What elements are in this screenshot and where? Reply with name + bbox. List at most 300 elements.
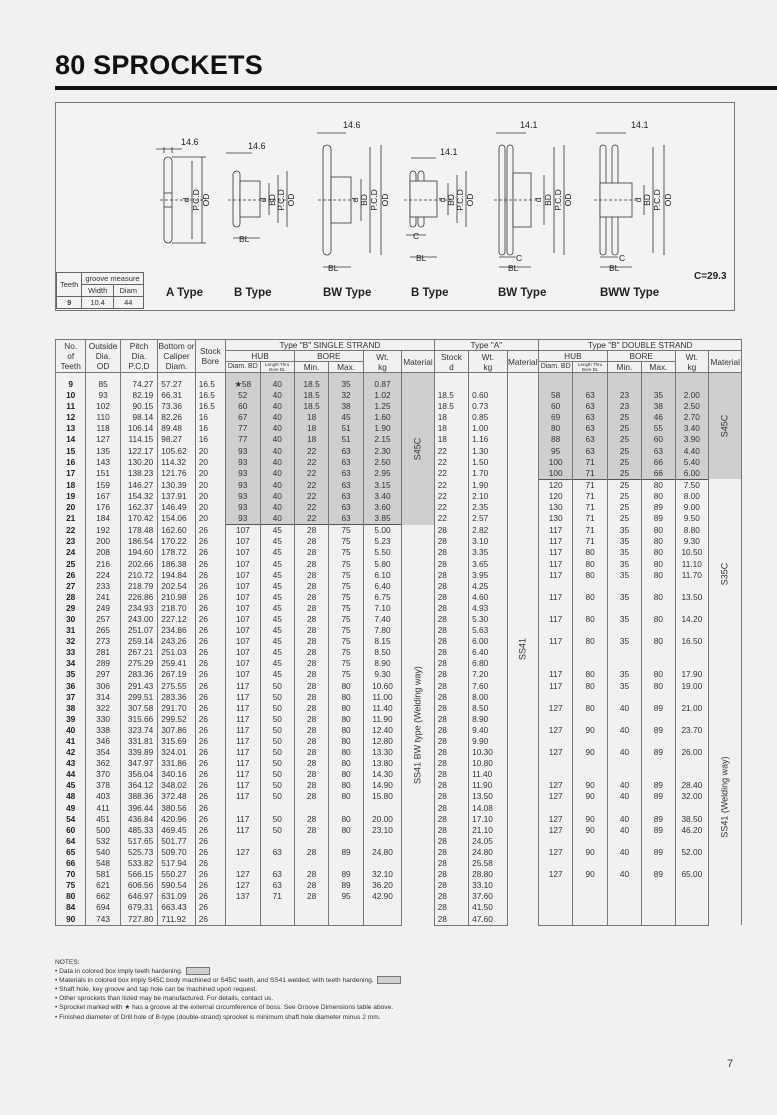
cell-double-bl	[573, 658, 607, 669]
cell-a-wt: 1.90	[469, 479, 507, 491]
cell-double-bd: 130	[538, 513, 572, 525]
cell-double-bl: 71	[573, 468, 607, 480]
cell-single-bd: 137	[226, 891, 260, 902]
cell-a-wt: 3.35	[469, 547, 507, 558]
cell-double-max	[642, 902, 675, 913]
header-double-length-bl: Length Thru Bore BL	[573, 362, 607, 373]
cell-double-bl: 71	[573, 536, 607, 547]
cell-double-max: 80	[642, 636, 675, 647]
header-single-material: Material	[402, 351, 434, 373]
cell-single-bd: 117	[226, 825, 260, 836]
cell-double-max: 80	[642, 491, 675, 502]
cell-single-wt: 8.15	[363, 636, 401, 647]
cell-double-bl: 71	[573, 457, 607, 468]
double-material-hardened	[709, 373, 742, 480]
cell-single-wt: 6.10	[363, 570, 401, 581]
hardened-swatch	[186, 967, 210, 975]
cell-double-wt: 10.50	[675, 547, 708, 558]
cell-double-bl: 90	[573, 780, 607, 791]
cell-single-bl: 63	[260, 869, 294, 880]
cell-single-max: 89	[329, 847, 363, 858]
dim-a-width: 14.6	[181, 137, 199, 147]
label-bw2-pcd: P.C.D	[553, 189, 563, 211]
cell-single-bl: 45	[260, 647, 294, 658]
cell-double-min: 35	[607, 547, 641, 558]
cell-double-min	[607, 373, 641, 391]
cell-stock-bore: 26	[195, 836, 225, 847]
cell-single-max: 75	[329, 547, 363, 558]
cell-pitch-dia: 98.14	[120, 412, 157, 423]
label-b-bd: BD	[267, 194, 277, 206]
cell-single-wt: 11.40	[363, 703, 401, 714]
cell-outside-dia: 102	[86, 401, 120, 412]
cell-caliper-diam: 234.86	[158, 625, 195, 636]
cell-double-max	[642, 692, 675, 703]
cell-double-wt: 23.70	[675, 725, 708, 736]
cell-single-bd: 107	[226, 570, 260, 581]
cell-outside-dia: 338	[86, 725, 120, 736]
cell-stock-bore: 26	[195, 603, 225, 614]
cell-a-stock: 28	[434, 603, 468, 614]
cell-double-wt	[675, 625, 708, 636]
cell-double-wt	[675, 880, 708, 891]
cell-outside-dia: 370	[86, 769, 120, 780]
cell-double-min: 40	[607, 780, 641, 791]
cell-single-wt	[363, 858, 401, 869]
cell-pitch-dia: 291.43	[120, 681, 157, 692]
cell-stock-bore: 26	[195, 581, 225, 592]
cell-teeth: 18	[56, 479, 86, 491]
cell-single-bd: 107	[226, 636, 260, 647]
cell-pitch-dia: 517.65	[120, 836, 157, 847]
cell-a-stock: 18.5	[434, 390, 468, 401]
cell-single-wt: 36.20	[363, 880, 401, 891]
cell-double-min: 25	[607, 502, 641, 513]
cell-double-min	[607, 769, 641, 780]
cell-double-wt: 16.50	[675, 636, 708, 647]
cell-double-wt: 2.50	[675, 401, 708, 412]
cell-outside-dia: 362	[86, 758, 120, 769]
cell-single-bd: 107	[226, 658, 260, 669]
cell-a-wt	[469, 373, 507, 391]
cell-stock-bore: 16.5	[195, 390, 225, 401]
cell-single-max: 75	[329, 570, 363, 581]
cell-double-bl: 80	[573, 547, 607, 558]
cell-stock-bore: 26	[195, 780, 225, 791]
label-bw-od: OD	[380, 193, 390, 207]
dim-bww-width: 14.1	[631, 120, 649, 130]
cell-single-bl	[260, 914, 294, 926]
cell-double-min: 35	[607, 669, 641, 680]
cell-single-bd	[226, 914, 260, 926]
cell-caliper-diam: 517.94	[158, 858, 195, 869]
cell-single-max: 95	[329, 891, 363, 902]
cell-outside-dia: 159	[86, 479, 120, 491]
cell-single-wt: 9.30	[363, 669, 401, 680]
cell-single-bd: 107	[226, 525, 260, 537]
cell-single-max: 80	[329, 736, 363, 747]
cell-a-wt: 41.50	[469, 902, 507, 913]
cell-single-bl: 40	[260, 423, 294, 434]
cell-single-min: 28	[294, 847, 328, 858]
cell-single-max: 51	[329, 434, 363, 445]
header-type-a: Type "A"	[434, 340, 538, 351]
cell-stock-bore: 26	[195, 791, 225, 802]
cell-double-bl: 90	[573, 814, 607, 825]
cell-outside-dia: 127	[86, 434, 120, 445]
cell-a-stock: 28	[434, 681, 468, 692]
cell-double-max: 80	[642, 614, 675, 625]
cell-pitch-dia: 122.17	[120, 446, 157, 457]
cell-double-max: 55	[642, 423, 675, 434]
cell-teeth: 42	[56, 747, 86, 758]
cell-stock-bore: 26	[195, 736, 225, 747]
cell-single-min: 28	[294, 625, 328, 636]
cell-outside-dia: 540	[86, 847, 120, 858]
cell-single-wt: 14.30	[363, 769, 401, 780]
cell-single-bd: 107	[226, 581, 260, 592]
cell-double-max	[642, 803, 675, 814]
cell-single-max: 75	[329, 669, 363, 680]
cell-double-bd: 127	[538, 703, 572, 714]
cell-teeth: 17	[56, 468, 86, 480]
cell-single-max	[329, 902, 363, 913]
single-material-welded	[402, 525, 434, 925]
cell-a-stock: 28	[434, 769, 468, 780]
label-bww-bd: BD	[642, 194, 652, 206]
cell-outside-dia: 289	[86, 658, 120, 669]
cell-pitch-dia: 90.15	[120, 401, 157, 412]
c-value: C=29.3	[694, 271, 727, 282]
cell-a-wt: 2.82	[469, 525, 507, 537]
cell-a-stock: 28	[434, 836, 468, 847]
cell-stock-bore: 16.5	[195, 373, 225, 391]
cell-single-bl: 63	[260, 880, 294, 891]
cell-single-bd	[226, 836, 260, 847]
cell-double-max: 35	[642, 390, 675, 401]
cell-double-bl	[573, 647, 607, 658]
cell-double-wt: 5.40	[675, 457, 708, 468]
double-material-s35c-label: S35C	[719, 563, 730, 586]
cell-single-bd: 77	[226, 423, 260, 434]
cell-double-bd	[538, 373, 572, 391]
cell-outside-dia: 216	[86, 559, 120, 570]
cell-single-min: 28	[294, 536, 328, 547]
cell-a-wt: 0.60	[469, 390, 507, 401]
cell-double-bd	[538, 858, 572, 869]
cell-single-bl: 45	[260, 536, 294, 547]
cell-double-bl: 71	[573, 502, 607, 513]
cell-single-bl: 45	[260, 559, 294, 570]
groove-width-value: 10.4	[82, 297, 114, 309]
cell-outside-dia: 167	[86, 491, 120, 502]
double-material-hardened-label: S45C	[719, 414, 730, 438]
cell-double-max: 66	[642, 457, 675, 468]
cell-double-max	[642, 758, 675, 769]
cell-a-stock: 28	[434, 692, 468, 703]
cell-a-stock: 28	[434, 858, 468, 869]
cell-outside-dia: 500	[86, 825, 120, 836]
cell-a-wt: 2.35	[469, 502, 507, 513]
cell-a-wt: 13.50	[469, 791, 507, 802]
cell-double-max	[642, 581, 675, 592]
cell-single-bd: 93	[226, 513, 260, 525]
cell-caliper-diam: 372.48	[158, 791, 195, 802]
cell-single-bd: 52	[226, 390, 260, 401]
cell-teeth: 15	[56, 446, 86, 457]
cell-caliper-diam: 73.36	[158, 401, 195, 412]
cell-a-stock: 28	[434, 636, 468, 647]
cell-double-wt: 7.50	[675, 479, 708, 491]
label-b2-bd: BD	[446, 194, 456, 206]
cell-double-wt	[675, 658, 708, 669]
cell-single-max	[329, 836, 363, 847]
cell-pitch-dia: 243.00	[120, 614, 157, 625]
cell-double-max: 80	[642, 559, 675, 570]
cell-outside-dia: 93	[86, 390, 120, 401]
cell-single-wt: 1.25	[363, 401, 401, 412]
cell-single-max: 75	[329, 625, 363, 636]
cell-single-wt: 6.40	[363, 581, 401, 592]
cell-double-min: 35	[607, 681, 641, 692]
cell-single-wt: 8.50	[363, 647, 401, 658]
cell-single-max: 35	[329, 373, 363, 391]
groove-teeth-header: Teeth	[57, 273, 82, 297]
dim-b-width: 14.6	[248, 141, 266, 151]
cell-single-max	[329, 914, 363, 926]
cell-a-wt: 24.05	[469, 836, 507, 847]
cell-double-bd	[538, 692, 572, 703]
cell-teeth: 38	[56, 703, 86, 714]
cell-double-wt	[675, 647, 708, 658]
cell-double-bl	[573, 891, 607, 902]
cell-single-max: 75	[329, 559, 363, 570]
cell-stock-bore: 16.5	[195, 401, 225, 412]
cell-double-min	[607, 758, 641, 769]
cell-double-min: 25	[607, 468, 641, 480]
cell-double-bl: 80	[573, 570, 607, 581]
header-pitch-dia: Pitch Dia. P.C.D	[120, 340, 157, 373]
cell-pitch-dia: 267.21	[120, 647, 157, 658]
double-material-welded-label: SS41 (Welding way)	[719, 756, 730, 838]
label-bw-bd: BD	[359, 194, 369, 206]
cell-a-wt: 7.20	[469, 669, 507, 680]
cell-double-wt: 8.80	[675, 525, 708, 537]
cell-teeth: 60	[56, 825, 86, 836]
cell-double-bd: 120	[538, 491, 572, 502]
type-label-a: A Type	[166, 287, 204, 299]
cell-teeth: 29	[56, 603, 86, 614]
cell-double-max: 80	[642, 669, 675, 680]
cell-single-min: 28	[294, 814, 328, 825]
cell-a-stock: 28	[434, 825, 468, 836]
cell-single-bl	[260, 836, 294, 847]
cell-stock-bore: 16	[195, 423, 225, 434]
cell-caliper-diam: 66.31	[158, 390, 195, 401]
cell-a-stock: 28	[434, 525, 468, 537]
cell-teeth: 14	[56, 434, 86, 445]
cell-single-min	[294, 803, 328, 814]
notes-heading: NOTES:	[55, 959, 80, 966]
cell-single-max: 80	[329, 769, 363, 780]
cell-single-wt: 3.15	[363, 479, 401, 491]
cell-double-bd: 127	[538, 847, 572, 858]
cell-single-max: 63	[329, 491, 363, 502]
cell-single-wt: 2.50	[363, 457, 401, 468]
cell-single-bl: 45	[260, 525, 294, 537]
cell-pitch-dia: 307.58	[120, 703, 157, 714]
cell-double-wt: 26.00	[675, 747, 708, 758]
cell-single-max: 75	[329, 536, 363, 547]
cell-double-min: 25	[607, 423, 641, 434]
header-double-wt: Wt. kg	[675, 351, 708, 373]
cell-caliper-diam: 186.38	[158, 559, 195, 570]
cell-double-max	[642, 714, 675, 725]
cell-single-wt: 7.10	[363, 603, 401, 614]
cell-single-bl: 40	[260, 513, 294, 525]
cell-single-max: 38	[329, 401, 363, 412]
cell-pitch-dia: 356.04	[120, 769, 157, 780]
cell-double-wt	[675, 836, 708, 847]
cell-pitch-dia: 82.19	[120, 390, 157, 401]
cell-double-bl	[573, 581, 607, 592]
cell-caliper-diam: 331.86	[158, 758, 195, 769]
cell-single-bd: 107	[226, 614, 260, 625]
cell-single-min: 28	[294, 647, 328, 658]
cell-double-max	[642, 880, 675, 891]
cell-a-wt: 37.60	[469, 891, 507, 902]
cell-double-bl: 80	[573, 703, 607, 714]
cell-single-bl: 45	[260, 581, 294, 592]
cell-single-bd: 93	[226, 446, 260, 457]
cell-single-max: 75	[329, 581, 363, 592]
cell-double-min: 40	[607, 825, 641, 836]
cell-outside-dia: 208	[86, 547, 120, 558]
cell-double-min: 35	[607, 636, 641, 647]
cell-double-max	[642, 658, 675, 669]
cell-double-min: 25	[607, 457, 641, 468]
cell-single-bd: 117	[226, 703, 260, 714]
cell-single-bd: 107	[226, 559, 260, 570]
cell-single-max: 80	[329, 791, 363, 802]
cell-a-wt: 2.10	[469, 491, 507, 502]
cell-a-wt: 6.80	[469, 658, 507, 669]
cell-single-wt: 5.50	[363, 547, 401, 558]
header-single-bore: BORE	[294, 351, 363, 362]
cell-a-stock: 28	[434, 814, 468, 825]
groove-diam-value: 44	[113, 297, 143, 309]
cell-teeth: 65	[56, 847, 86, 858]
cell-teeth: 12	[56, 412, 86, 423]
groove-diam-header: Diam	[113, 285, 143, 297]
label-bww-pcd: P.C.D	[652, 189, 662, 211]
cell-a-stock: 28	[434, 847, 468, 858]
cell-double-bl: 63	[573, 434, 607, 445]
material-swatch	[377, 976, 401, 984]
cell-single-min: 22	[294, 479, 328, 491]
cell-single-min: 18	[294, 423, 328, 434]
cell-double-min	[607, 714, 641, 725]
cell-double-min: 25	[607, 434, 641, 445]
cell-single-max: 89	[329, 880, 363, 891]
cell-single-bl: 45	[260, 625, 294, 636]
cell-a-stock: 28	[434, 647, 468, 658]
cell-stock-bore: 20	[195, 446, 225, 457]
cell-double-bl: 63	[573, 423, 607, 434]
cell-pitch-dia: 162.37	[120, 502, 157, 513]
cell-single-min: 18	[294, 434, 328, 445]
label-a-d: d	[181, 197, 191, 203]
cell-a-stock: 28	[434, 902, 468, 913]
cell-double-bd: 117	[538, 614, 572, 625]
cell-outside-dia: 548	[86, 858, 120, 869]
notes	[55, 958, 401, 1022]
cell-caliper-diam: 57.27	[158, 373, 195, 391]
cell-outside-dia: 451	[86, 814, 120, 825]
cell-double-min	[607, 880, 641, 891]
cell-single-max	[329, 803, 363, 814]
header-single-diam-bd: Diam. BD	[226, 362, 260, 373]
cell-single-bl: 50	[260, 747, 294, 758]
cell-caliper-diam: 146.49	[158, 502, 195, 513]
cell-double-bl: 90	[573, 825, 607, 836]
cell-teeth: 30	[56, 614, 86, 625]
cell-a-wt: 4.25	[469, 581, 507, 592]
cell-a-wt: 25.58	[469, 858, 507, 869]
cell-double-wt: 9.50	[675, 513, 708, 525]
cell-teeth: 16	[56, 457, 86, 468]
cell-double-bd: 130	[538, 502, 572, 513]
cell-teeth: 23	[56, 536, 86, 547]
cell-teeth: 27	[56, 581, 86, 592]
cell-teeth: 11	[56, 401, 86, 412]
cell-pitch-dia: 679.31	[120, 902, 157, 913]
dim-b2-c: C	[413, 231, 420, 241]
header-single-wt: Wt. kg	[363, 351, 401, 373]
cell-double-min: 25	[607, 513, 641, 525]
cell-a-wt: 3.95	[469, 570, 507, 581]
cell-double-bd	[538, 736, 572, 747]
cell-stock-bore: 20	[195, 502, 225, 513]
cell-a-wt: 5.63	[469, 625, 507, 636]
cell-double-bd: 127	[538, 869, 572, 880]
cell-a-wt: 1.30	[469, 446, 507, 457]
cell-single-bl: 45	[260, 547, 294, 558]
cell-double-min: 35	[607, 525, 641, 537]
cell-teeth: 28	[56, 592, 86, 603]
cell-double-min	[607, 647, 641, 658]
dim-b2-bl: BL	[416, 253, 427, 263]
cell-caliper-diam: 590.54	[158, 880, 195, 891]
cell-stock-bore: 20	[195, 457, 225, 468]
cell-caliper-diam: 291.70	[158, 703, 195, 714]
cell-caliper-diam: 202.54	[158, 581, 195, 592]
cell-double-wt: 2.00	[675, 390, 708, 401]
cell-double-min	[607, 891, 641, 902]
cell-outside-dia: 273	[86, 636, 120, 647]
cell-outside-dia: 135	[86, 446, 120, 457]
cell-caliper-diam: 121.76	[158, 468, 195, 480]
spec-table-body	[56, 373, 777, 926]
cell-double-wt: 3.40	[675, 423, 708, 434]
cell-single-wt	[363, 914, 401, 926]
cell-single-min: 18.5	[294, 401, 328, 412]
cell-double-min	[607, 803, 641, 814]
cell-single-bd: 107	[226, 536, 260, 547]
cell-outside-dia: 297	[86, 669, 120, 680]
label-b2-od: OD	[465, 193, 475, 207]
cell-double-wt: 46.20	[675, 825, 708, 836]
